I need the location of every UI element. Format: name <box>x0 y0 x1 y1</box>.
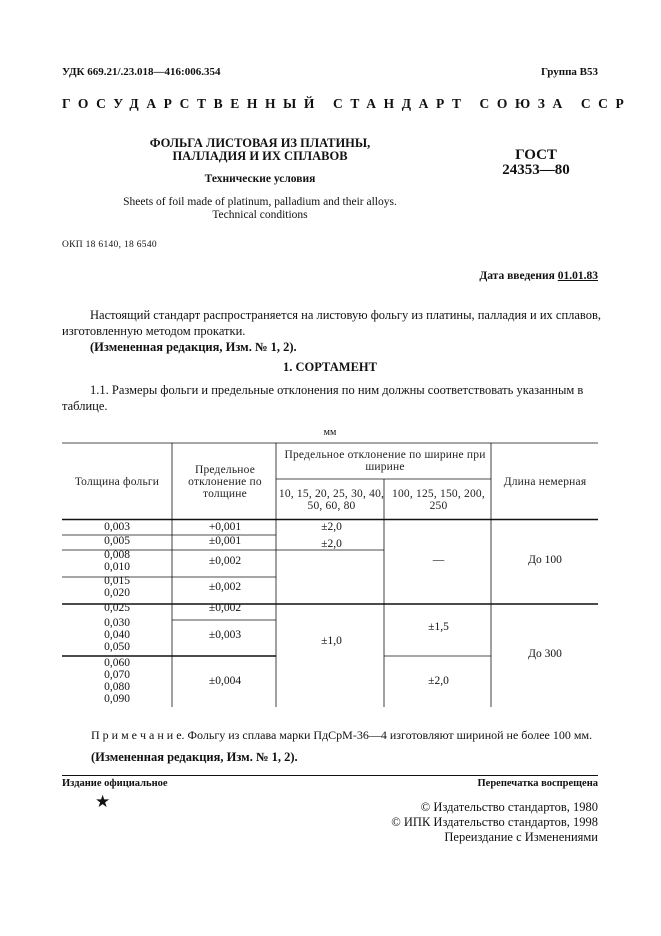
english-title-line-2: Technical conditions <box>212 209 308 221</box>
cell-thickness: 0,003 <box>104 521 130 533</box>
cell-deviation: ±0,003 <box>208 629 242 641</box>
cell-deviation: ±0,001 <box>208 535 242 547</box>
cell-thickness: 0,025 <box>104 602 130 614</box>
cell-deviation: ±0,002 <box>208 555 242 567</box>
header-width-group-1: 10, 15, 20, 25, 30, 40, 50, 60, 80 <box>278 487 385 512</box>
effective-date <box>479 270 598 282</box>
english-title <box>100 196 420 222</box>
cell-thickness-group: 0,015 0,020 <box>104 575 130 599</box>
note-label: П р и м е ч а н и е. <box>91 728 185 742</box>
section-heading: 1. СОРТАМЕНТ <box>283 360 377 374</box>
reprint-prohibited: Перепечатка воспрещена <box>477 778 598 789</box>
table-unit: мм <box>323 427 337 438</box>
group-code: Группа В53 <box>540 66 598 78</box>
cell-width-deviation-2-b: ±2,0 <box>428 675 449 687</box>
cell-width-deviation-2-dash: — <box>432 554 445 566</box>
cell-deviation: ±0,002 <box>208 581 242 593</box>
cell-deviation: +0,001 <box>208 521 242 533</box>
copyright-block <box>391 800 598 845</box>
gost-word: ГОСТ <box>515 147 557 163</box>
title-line-2: ПАЛЛАДИЯ И ИХ СПЛАВОВ <box>172 149 348 163</box>
header-thickness: Толщина фольги <box>74 475 160 488</box>
footer-rule <box>62 775 598 776</box>
reissue-note: Переиздание с Изменениями <box>444 830 598 844</box>
note-text: Фольгу из сплава марки ПдСрМ-36—4 изготовляют шириной не более 100 мм. <box>187 728 593 742</box>
okp-code: ОКП 18 6140, 18 6540 <box>62 240 157 250</box>
cell-thickness: 0,005 <box>104 535 130 547</box>
section-paragraph <box>62 382 602 414</box>
document-title <box>120 137 400 163</box>
section-line-1: 1.1. Размеры фольги и предельные отклонения по ним должны соответствовать указанным в <box>90 383 584 397</box>
intro-paragraph <box>62 307 602 355</box>
star-icon: ★ <box>95 792 111 811</box>
official-edition: Издание официальное <box>62 778 168 789</box>
title-line-1: ФОЛЬГА ЛИСТОВАЯ ИЗ ПЛАТИНЫ, <box>149 136 371 150</box>
cell-thickness-group: 0,060 0,070 0,080 0,090 <box>104 657 130 705</box>
intro-line-1: Настоящий стандарт распространяется на листовую фольгу из платины, палладия и их сплавов, <box>90 308 602 322</box>
intro-amendment: (Измененная редакция, Изм. № 1, 2). <box>90 340 297 354</box>
header-thickness-deviation: Предельное отклонение по толщине <box>188 463 262 500</box>
header-length: Длина немерная <box>503 475 587 488</box>
copyright-1998: © ИПК Издательство стандартов, 1998 <box>391 815 598 829</box>
effective-date-value: 01.01.83 <box>557 270 598 282</box>
copyright-1980: © Издательство стандартов, 1980 <box>420 800 598 814</box>
cell-deviation: ±0,004 <box>208 675 242 687</box>
cell-thickness-group: 0,030 0,040 0,050 <box>104 617 130 653</box>
cell-length-1: До 100 <box>528 554 562 566</box>
section-line-2: таблице. <box>62 399 108 413</box>
dimensions-table <box>62 443 598 708</box>
cell-length-2: До 300 <box>528 648 562 660</box>
header-width-group-2: 100, 125, 150, 200, 250 <box>392 487 485 512</box>
state-standard-banner: ГОСУДАРСТВЕННЫЙ СТАНДАРТ СОЮЗА ССР <box>62 96 632 111</box>
cell-width-deviation-2-a: ±1,5 <box>428 621 449 633</box>
table-note <box>91 727 611 743</box>
effective-date-label: Дата введения <box>479 270 555 282</box>
udk-code: УДК 669.21/.23.018—416:006.354 <box>62 66 221 78</box>
intro-line-2: изготовленную методом прокатки. <box>62 324 246 338</box>
cell-deviation: ±0,002 <box>208 602 242 614</box>
cell-thickness-group: 0,008 0,010 <box>104 549 130 573</box>
gost-number: 24353—80 <box>502 162 570 178</box>
document-subtitle: Технические условия <box>204 173 316 185</box>
cell-width-deviation-1: ±2,0 <box>321 538 342 550</box>
cell-width-deviation-1-mid: ±1,0 <box>321 635 342 647</box>
note-amendment: (Измененная редакция, Изм. № 1, 2). <box>91 750 298 764</box>
gost-label <box>486 148 586 178</box>
cell-width-deviation-1: ±2,0 <box>321 521 342 533</box>
english-title-line-1: Sheets of foil made of platinum, palladium and their alloys. <box>123 196 397 208</box>
header-width-deviation: Предельное отклонение по ширине при ширине <box>284 449 486 473</box>
